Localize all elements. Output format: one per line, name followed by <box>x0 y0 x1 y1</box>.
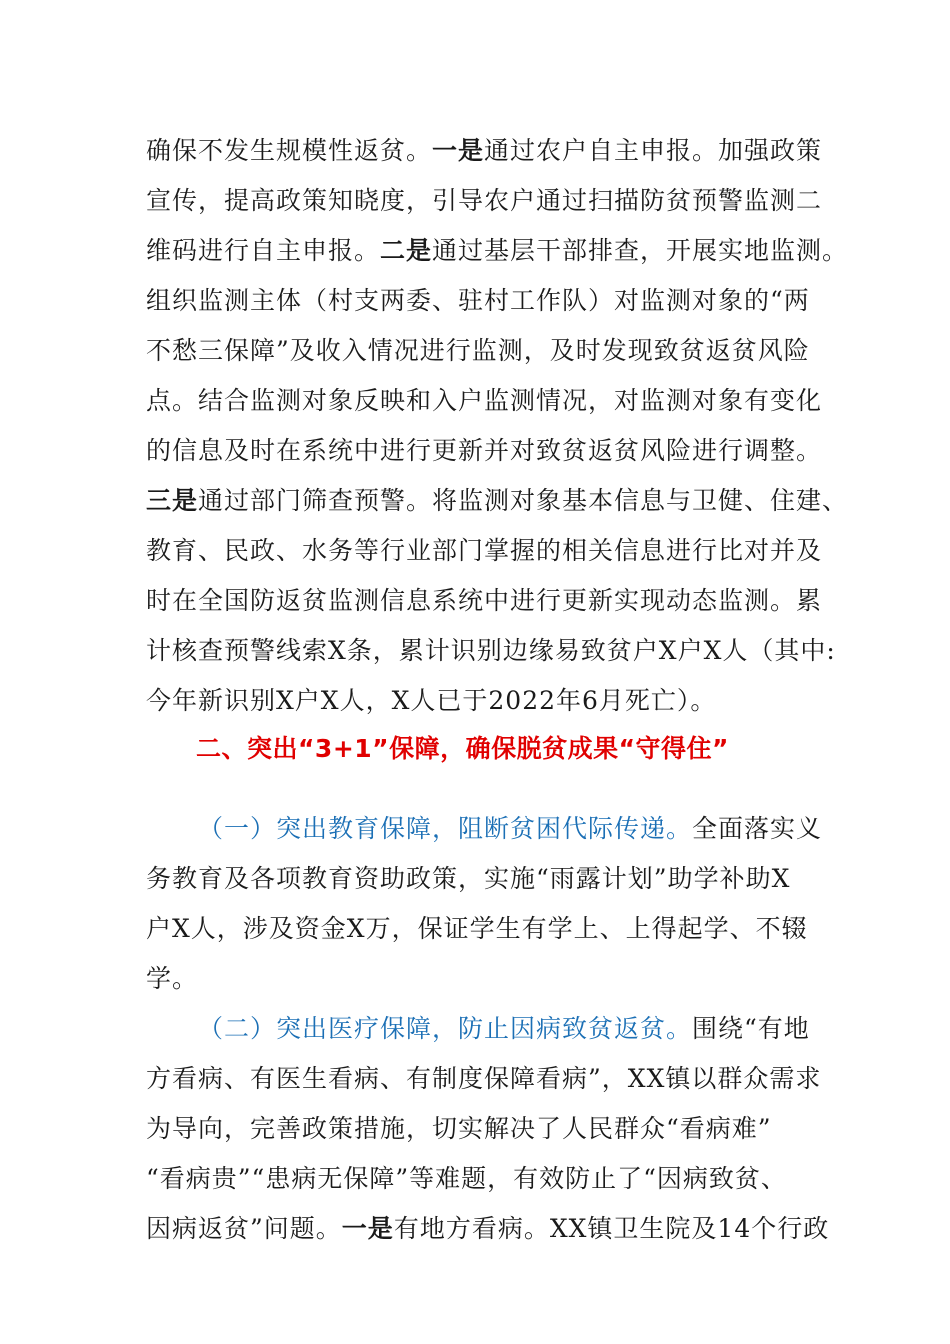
body-line <box>146 684 716 718</box>
text-run: 教育、民政、水务等行业部门掌握的相关信息进行比对并及 <box>146 536 823 565</box>
text-run: 不愁三保障”及收入情况进行监测，及时发现致贫返贫风险 <box>146 336 810 365</box>
section1-line-3: 户X人，涉及资金X万，保证学生有学上、上得起学、不辍 <box>146 914 808 943</box>
text-run: 点。结合监测对象反映和入户监测情况，对监测对象有变化 <box>146 386 823 415</box>
text-run: 组织监测主体（村支两委、驻村工作队）对监测对象的“两 <box>146 286 810 315</box>
section2-line-2: 方看病、有医生看病、有制度保障看病”，XX镇以群众需求 <box>146 1064 822 1093</box>
body-line <box>146 184 822 218</box>
section2-title: （二）突出医疗保障，防止因病致贫返贫。 <box>198 1014 693 1043</box>
text-run: 通过农户自主申报。加强政策 <box>484 136 823 165</box>
text-run: 时在全国防返贫监测信息系统中进行更新实现动态监测。累 <box>146 586 823 615</box>
section1-first-line-rest: 全面落实义 <box>692 814 823 843</box>
section1-first-line <box>198 812 822 846</box>
section1-title: （一）突出教育保障，阻断贫困代际传递。 <box>198 814 693 843</box>
text-run: 维码进行自主申报。 <box>146 236 381 265</box>
text-run: 的信息及时在系统中进行更新并对致贫返贫风险进行调整。 <box>146 436 823 465</box>
section2-line-5-post: 有地方看病。XX镇卫生院及14个行政 <box>393 1214 830 1243</box>
text-run: 确保不发生规模性返贫。 <box>146 136 433 165</box>
body-line <box>146 334 810 368</box>
section1-line-2: 务教育及各项教育资助政策，实施“雨露计划”助学补助X <box>146 864 791 893</box>
text-run: 计核查预警线索X条，累计识别边缘易致贫户X户X人（其中: <box>146 636 836 665</box>
section2-line-5-pre: 因病返贫”问题。 <box>146 1214 342 1243</box>
section2-line-5-bold: 一是 <box>341 1214 394 1243</box>
body-line <box>146 434 822 468</box>
body-line <box>146 284 810 318</box>
bold-marker: 一是 <box>432 136 485 165</box>
text-run: 今年新识别X户X人，X人已于2022年6月死亡）。 <box>146 686 717 715</box>
body-line <box>146 384 822 418</box>
text-run: 宣传，提高政策知晓度，引导农户通过扫描防贫预警监测二 <box>146 186 823 215</box>
section-heading: 二、突出“3+1”保障，确保脱贫成果“守得住” <box>196 734 729 763</box>
section2-first-line-rest: 围绕“有地 <box>692 1014 810 1043</box>
section1-line-4: 学。 <box>146 964 199 993</box>
body-line <box>146 634 836 668</box>
section2-line-5 <box>146 1212 829 1246</box>
body-line <box>146 134 822 168</box>
body-line <box>146 584 822 618</box>
text-run: 通过基层干部排查，开展实地监测。 <box>432 236 849 265</box>
section2-line-3: 为导向，完善政策措施，切实解决了人民群众“看病难” <box>146 1114 772 1143</box>
bold-marker: 二是 <box>380 236 433 265</box>
text-run: 通过部门筛查预警。将监测对象基本信息与卫健、住建、 <box>198 486 849 515</box>
section2-first-line <box>198 1012 810 1046</box>
body-line <box>146 534 822 568</box>
body-line <box>146 234 848 268</box>
section2-line-4: “看病贵”“患病无保障”等难题，有效防止了“因病致贫、 <box>146 1164 787 1193</box>
body-line <box>146 484 848 518</box>
bold-marker: 三是 <box>146 486 199 515</box>
